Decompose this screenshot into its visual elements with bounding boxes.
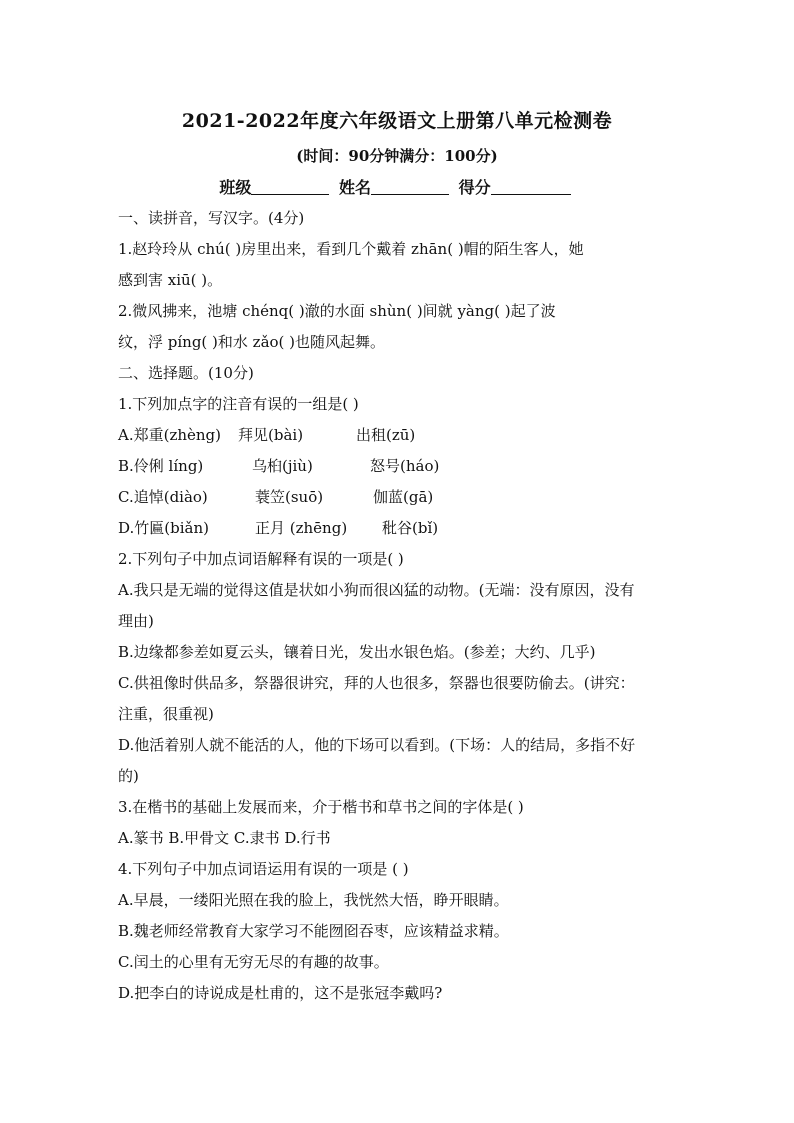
exam-body xyxy=(118,203,683,1009)
s2-q4-option-b: B.魏老师经常教育大家学习不能囫囵吞枣，应该精益求精。 xyxy=(118,922,509,940)
s2-q4-option-d: D.把李白的诗说成是杜甫的，这不是张冠李戴吗? xyxy=(118,984,443,1002)
s2-q4-option-c: C.闰土的心里有无穷无尽的有趣的故事。 xyxy=(118,953,389,971)
class-blank[interactable] xyxy=(251,178,329,195)
option-item: 蓑笠(suō) xyxy=(255,488,324,506)
name-label: 姓名 xyxy=(338,178,371,197)
option-item: 秕谷(bǐ) xyxy=(382,519,439,537)
option-item: 正月 (zhēng) xyxy=(255,519,348,537)
exam-subtitle: (时间：90分钟满分：100分) xyxy=(296,147,498,165)
option-item: 乌桕(jiù) xyxy=(252,457,313,475)
s1-q2-line2: 纹，浮 píng( )和水 zǎo( )也随风起舞。 xyxy=(118,333,386,351)
s1-q1-line2: 感到害 xiū( )。 xyxy=(118,271,223,289)
s2-q2-option-c-line1: C.供祖像时供品多，祭器很讲究，拜的人也很多，祭器也很要防偷去。(讲究： xyxy=(118,674,635,692)
s2-q1-option-c xyxy=(118,482,683,513)
student-info-row xyxy=(0,175,794,198)
class-label: 班级 xyxy=(219,178,252,197)
s1-q1-line1: 1.赵玲玲从 chú( )房里出来，看到几个戴着 zhān( )帽的陌生客人，她 xyxy=(118,240,584,258)
s2-q3-options: A.篆书 B.甲骨文 C.隶书 D.行书 xyxy=(118,829,331,847)
exam-title: 2021-2022年度六年级语文上册第八单元检测卷 xyxy=(181,110,613,132)
s2-q2-option-a-line1: A.我只是无端的觉得这值是状如小狗而很凶猛的动物。(无端：没有原因，没有 xyxy=(118,581,635,599)
s2-q1-option-a xyxy=(118,420,683,451)
option-item: B.伶俐 líng) xyxy=(118,457,204,475)
option-item: A.郑重(zhèng) xyxy=(118,426,222,444)
section2-heading: 二、选择题。(10分) xyxy=(118,364,254,382)
s2-q2-option-d-line2: 的) xyxy=(118,767,139,785)
s2-q4-option-a: A.早晨，一缕阳光照在我的脸上，我恍然大悟，睁开眼睛。 xyxy=(118,891,509,909)
s2-q1-stem: 1.下列加点字的注音有误的一组是( ) xyxy=(118,395,359,413)
s2-q2-option-c-line2: 注重，很重视) xyxy=(118,705,214,723)
option-item: 怒号(háo) xyxy=(370,457,440,475)
s2-q3-stem: 3.在楷书的基础上发展而来，介于楷书和草书之间的字体是( ) xyxy=(118,798,524,816)
s2-q1-option-d xyxy=(118,513,683,544)
s2-q4-stem: 4.下列句子中加点词语运用有误的一项是 ( ) xyxy=(118,860,409,878)
option-item: 出租(zū) xyxy=(356,426,416,444)
s2-q2-option-a-line2: 理由) xyxy=(118,612,154,630)
s1-q2-line1: 2.微风拂来，池塘 chénq( )澈的水面 shùn( )间就 yàng( )起了波 xyxy=(118,302,556,320)
score-blank[interactable] xyxy=(491,178,571,195)
option-item: 拜见(bài) xyxy=(238,426,304,444)
name-blank[interactable] xyxy=(371,178,449,195)
option-item: D.竹匾(biǎn) xyxy=(118,519,209,537)
s2-q2-option-b: B.边缘都参差如夏云头，镶着日光，发出水银色焰。(参差；大约、几乎) xyxy=(118,643,596,661)
option-item: 伽蓝(gā) xyxy=(373,488,434,506)
s2-q2-stem: 2.下列句子中加点词语解释有误的一项是( ) xyxy=(118,550,404,568)
score-label: 得分 xyxy=(458,178,491,197)
section1-heading: 一、读拼音，写汉字。(4分) xyxy=(118,209,305,227)
s2-q2-option-d-line1: D.他活着别人就不能活的人，他的下场可以看到。(下场：人的结局，多指不好 xyxy=(118,736,636,754)
s2-q1-option-b xyxy=(118,451,683,482)
option-item: C.追悼(diào) xyxy=(118,488,208,506)
